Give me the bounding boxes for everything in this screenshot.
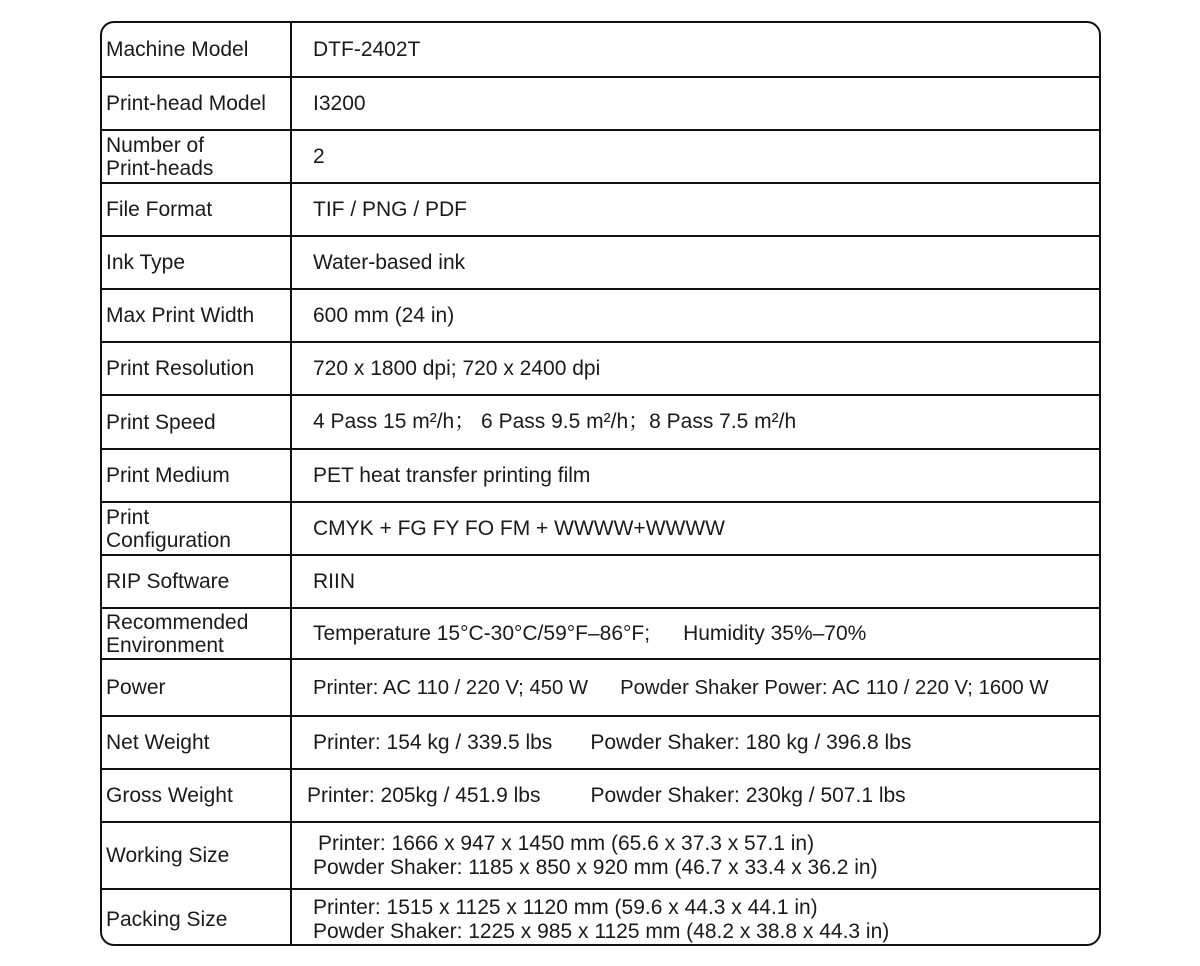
spec-value-text: Water-based ink [313,250,466,274]
spec-label: Gross Weight [102,770,292,821]
spec-row-recommended-environment [102,607,1099,658]
spec-row-print-head-model [102,76,1099,129]
spec-value [292,78,1099,129]
spec-value-text: 720 x 1800 dpi; 720 x 2400 dpi [313,356,601,380]
spec-row-net-weight [102,715,1099,768]
spec-value-text-secondary: Powder Shaker: 1185 x 850 x 920 mm (46.7 x 33.4 x 36.2 in) [313,855,878,879]
spec-value-text: PET heat transfer printing film [313,463,591,487]
spec-value-text-secondary: Humidity 35%–70% [683,621,867,645]
spec-row-print-resolution [102,341,1099,394]
spec-row-working-size [102,821,1099,888]
spec-value-text: RIIN [313,569,355,593]
spec-label: RIP Software [102,556,292,607]
spec-value [292,237,1099,288]
spec-row-file-format [102,182,1099,235]
spec-label [102,503,292,554]
spec-value [292,450,1099,501]
spec-value-line [307,784,1099,808]
spec-label: Machine Model [102,23,292,76]
spec-value [292,770,1099,821]
spec-value-text-secondary: Powder Shaker: 230kg / 507.1 lbs [590,783,906,807]
spec-label: Packing Size [102,890,292,946]
spec-row-print-speed [102,394,1099,448]
spec-label-text: Recommended Environment [106,610,249,657]
spec-row-power [102,658,1099,715]
spec-row-rip-software [102,554,1099,607]
spec-row-print-configuration [102,501,1099,554]
spec-row-number-of-print-heads [102,129,1099,182]
spec-value [292,823,1099,888]
spec-label: Print Medium [102,450,292,501]
spec-row-gross-weight [102,768,1099,821]
spec-label: Print-head Model [102,78,292,129]
spec-value [292,396,1099,448]
spec-value-line [313,622,1099,646]
spec-value-text: Printer: 1515 x 1125 x 1120 mm (59.6 x 44.3 x 44.1 in) [313,895,818,919]
spec-value [292,609,1099,658]
spec-label-text: Print Configuration [106,505,231,552]
spec-value [292,343,1099,394]
spec-value-text-secondary: Powder Shaker: 1225 x 985 x 1125 mm (48.2 x 38.8 x 44.3 in) [313,919,890,943]
spec-row-ink-type [102,235,1099,288]
spec-label: Working Size [102,823,292,888]
spec-value-text-secondary: Powder Shaker: 180 kg / 396.8 lbs [590,730,912,754]
spec-value-text-secondary: Powder Shaker Power: AC 110 / 220 V; 1600 W [620,676,1049,699]
spec-value-text: Printer: AC 110 / 220 V; 450 W [313,676,589,699]
spec-label: File Format [102,184,292,235]
spec-value-text: Printer: 154 kg / 339.5 lbs [313,730,553,754]
spec-label [102,609,292,658]
spec-value [292,131,1099,182]
spec-row-max-print-width [102,288,1099,341]
spec-label [102,131,292,182]
spec-value-text: CMYK + FG FY FO FM + WWWW+WWWW [313,516,725,540]
spec-label: Print Resolution [102,343,292,394]
spec-value [292,717,1099,768]
spec-value [292,290,1099,341]
spec-value-text: 2 [313,144,325,168]
spec-row-machine-model [102,23,1099,76]
spec-value-text: DTF-2402T [313,37,421,61]
spec-value-line [313,731,1099,755]
spec-value-text: Printer: 205kg / 451.9 lbs [307,783,541,807]
spec-value-text: I3200 [313,91,366,115]
spec-label: Max Print Width [102,290,292,341]
spec-value-text: 4 Pass 15 m²/h； 6 Pass 9.5 m²/h；8 Pass 7.5 m²/h [313,410,797,433]
spec-row-print-medium [102,448,1099,501]
spec-label: Net Weight [102,717,292,768]
spec-value [292,23,1099,76]
spec-value [292,503,1099,554]
spec-label: Print Speed [102,396,292,448]
spec-value [292,184,1099,235]
spec-value-text: Printer: 1666 x 947 x 1450 mm (65.6 x 37.3 x 57.1 in) [318,831,815,855]
spec-value [292,890,1099,946]
spec-value-line [313,676,1099,700]
spec-value [292,556,1099,607]
spec-value [292,660,1099,715]
spec-label-text: Number of Print-heads [106,133,214,180]
spec-table [100,21,1101,946]
spec-row-packing-size [102,888,1099,946]
spec-value-text: TIF / PNG / PDF [313,197,468,221]
spec-label: Power [102,660,292,715]
spec-value-text: Temperature 15°C-30°C/59°F–86°F; [313,621,651,645]
spec-label: Ink Type [102,237,292,288]
spec-value-text: 600 mm (24 in) [313,303,455,327]
